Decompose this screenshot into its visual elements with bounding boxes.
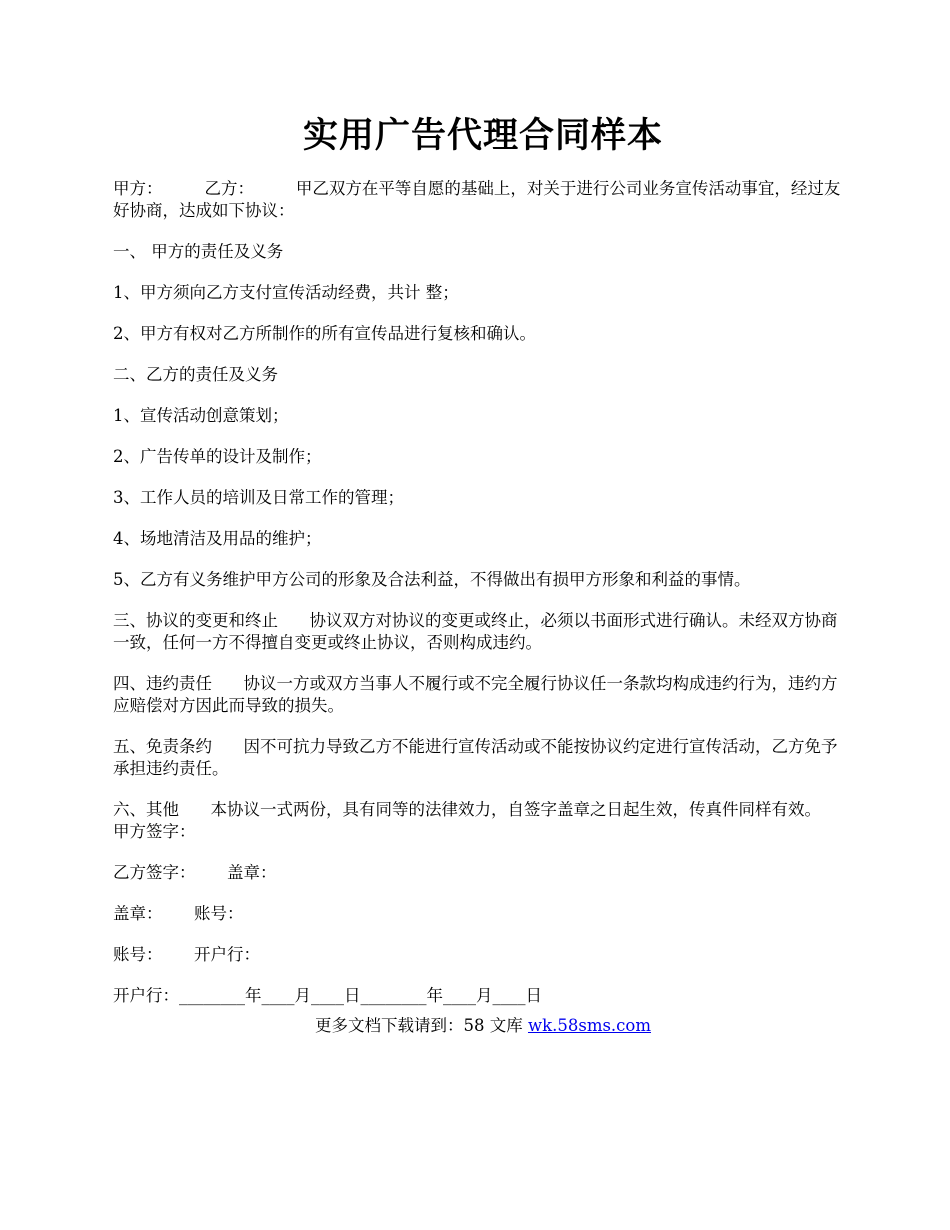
paragraph-bank-date: 开户行：________年____月____日________年____月____日 (113, 986, 542, 1005)
document-body (113, 178, 853, 1026)
paragraph-section-6: 六、其他 本协议一式两份，具有同等的法律效力，自签字盖章之日起生效，传真件同样有效。 甲方签字： (113, 800, 853, 841)
paragraph-section-1-heading: 一、 甲方的责任及义务 (113, 242, 284, 261)
paragraph-signature-b: 乙方签字： 盖章： (113, 863, 277, 882)
paragraph-account-bank: 账号： 开户行： (113, 945, 260, 964)
paragraph-section-4: 四、违约责任 协议一方或双方当事人不履行或不完全履行协议任一条款均构成违约行为，违约方应赔偿对方因此而导致的损失。 (113, 674, 838, 715)
page-footer (113, 1015, 853, 1037)
paragraph-section-3: 三、协议的变更和终止 协议双方对协议的变更或终止，必须以书面形式进行确认。未经双方协商一致，任何一方不得擅自变更或终止协议，否则构成违约。 (113, 611, 838, 652)
paragraph-section-1-item-2: 2、甲方有权对乙方所制作的所有宣传品进行复核和确认。 (113, 324, 536, 343)
paragraph-section-2-item-4: 4、场地清洁及用品的维护； (113, 529, 322, 548)
paragraph-section-1-item-1: 1、甲方须向乙方支付宣传活动经费，共计 整； (113, 283, 459, 302)
document-title: 实用广告代理合同样本 (302, 115, 663, 156)
paragraph-section-2-heading: 二、乙方的责任及义务 (113, 365, 278, 384)
paragraph-section-2-item-5: 5、乙方有义务维护甲方公司的形象及合法利益，不得做出有损甲方形象和利益的事情。 (113, 570, 751, 589)
paragraph-parties: 甲方： 乙方： 甲乙双方在平等自愿的基础上，对关于进行公司业务宣传活动事宜，经过友好协商，达成如下协议： (113, 179, 841, 220)
paragraph-section-2-item-2: 2、广告传单的设计及制作； (113, 447, 322, 466)
paragraph-section-2-item-3: 3、工作人员的培训及日常工作的管理； (113, 488, 404, 507)
paragraph-section-5: 五、免责条约 因不可抗力导致乙方不能进行宣传活动或不能按协议约定进行宣传活动，乙方免予承担违约责任。 (113, 737, 838, 778)
paragraph-seal-account: 盖章： 账号： (113, 904, 244, 923)
footer-text: 更多文档下载请到：58 文库 (314, 1016, 528, 1035)
footer-link[interactable]: wk.58sms.com (527, 1016, 651, 1035)
paragraph-section-2-item-1: 1、宣传活动创意策划； (113, 406, 289, 425)
